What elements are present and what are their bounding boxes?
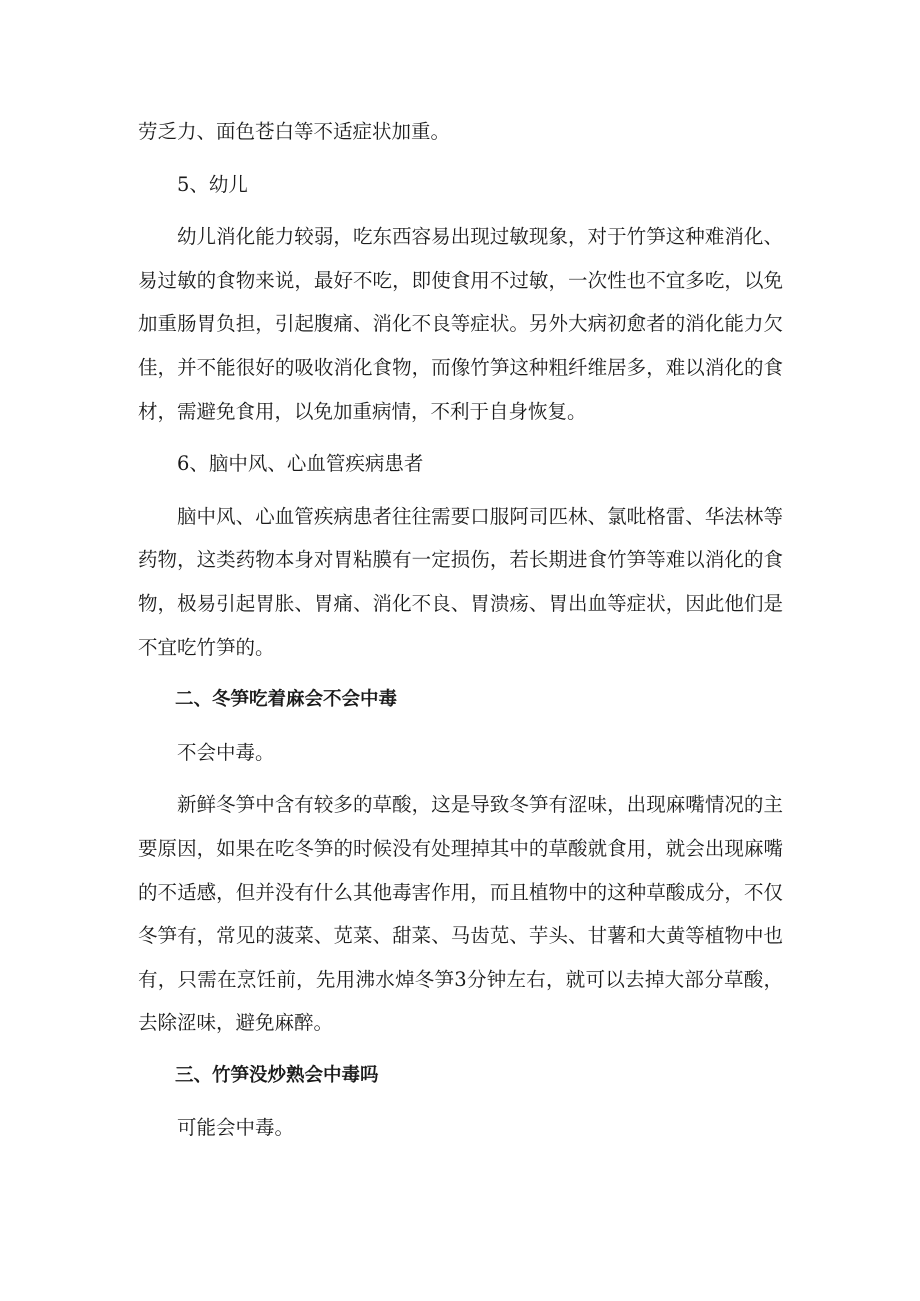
subheading-infants: 5、幼儿 bbox=[177, 172, 248, 196]
paragraph-stroke-cardiovascular: 脑中风、心血管疾病患者往往需要口服阿司匹林、氯吡格雷、华法林等药物，这类药物本身对胃粘膜有一定损伤，若长期进食竹笋等难以消化的食物，极易引起胃胀、胃痛、消化不良、胃溃疡、胃出血等症状，因此他们是不宜吃竹笋的。 bbox=[138, 504, 783, 659]
document-body bbox=[138, 110, 783, 1159]
paragraph-answer-no-poisoning: 不会中毒。 bbox=[177, 740, 275, 764]
paragraph-oxalic-acid: 新鲜冬笋中含有较多的草酸，这是导致冬笋有涩味，出现麻嘴情况的主要原因，如果在吃冬笋的时候没有处理掉其中的草酸就食用，就会出现麻嘴的不适感，但并没有什么其他毒害作用，而且植物中的这种草酸成分，不仅冬笋有，常见的菠菜、苋菜、甜菜、马齿苋、芋头、甘薯和大黄等植物中也有，只需在烹饪前，先用沸水焯冬笋3分钟左右，就可以去掉大部分草酸，去除涩味，避免麻醉。 bbox=[138, 793, 783, 1035]
section-heading-undercooked-bamboo: 三、竹笋没炒熟会中毒吗 bbox=[175, 1064, 379, 1086]
paragraph-infants: 幼儿消化能力较弱，吃东西容易出现过敏现象，对于竹笋这种难消化、易过敏的食物来说，最好不吃，即使食用不过敏，一次性也不宜多吃，以免加重肠胃负担，引起腹痛、消化不良等症状。另外大病初愈者的消化能力欠佳，并不能很好的吸收消化食物，而像竹笋这种粗纤维居多，难以消化的食材，需避免食用，以免加重病情，不利于自身恢复。 bbox=[138, 225, 783, 423]
section-heading-winter-bamboo-numb: 二、冬笋吃着麻会不会中毒 bbox=[175, 689, 398, 711]
paragraph-answer-may-poison: 可能会中毒。 bbox=[177, 1116, 295, 1140]
paragraph-continuation: 劳乏力、面色苍白等不适症状加重。 bbox=[138, 120, 451, 143]
subheading-stroke-cardiovascular: 6、脑中风、心血管疾病患者 bbox=[177, 452, 424, 476]
